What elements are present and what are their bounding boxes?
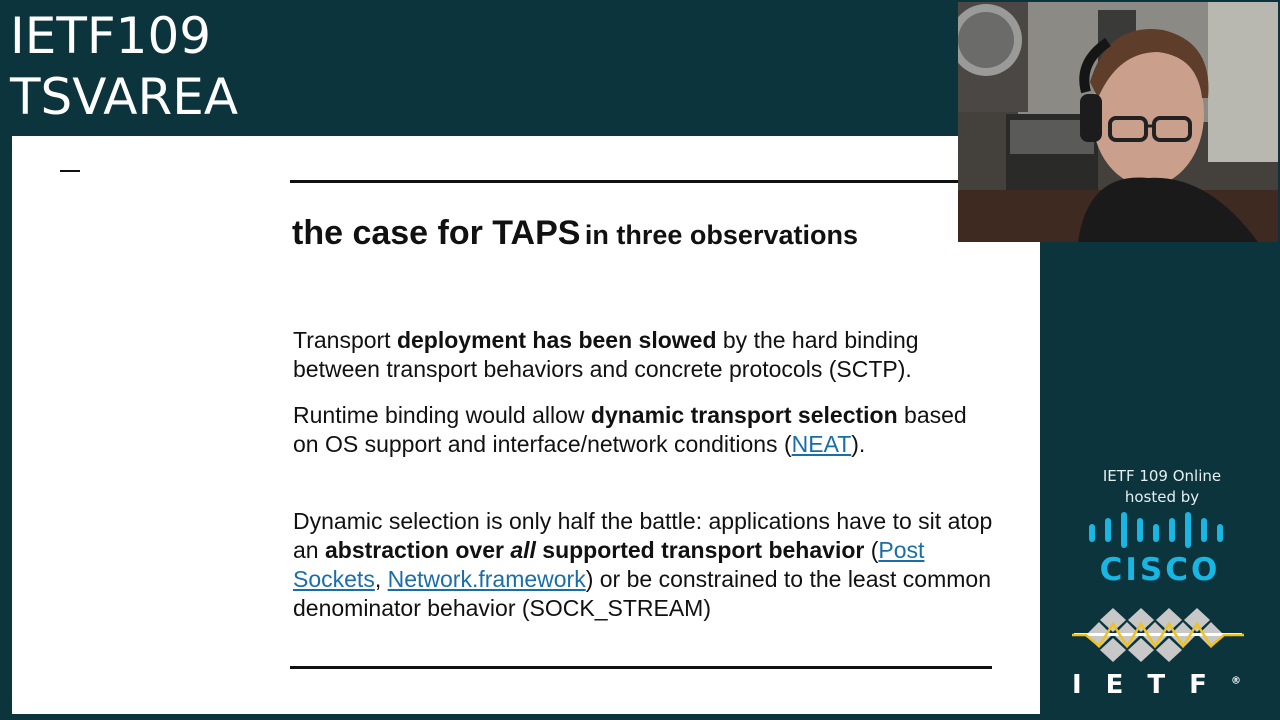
- session-title: [10, 6, 238, 128]
- observation-1: [293, 326, 993, 384]
- observation-2-bold: dynamic transport selection: [590, 402, 898, 428]
- ietf-logo-text: [1072, 670, 1252, 700]
- observation-3-italic: all: [510, 537, 536, 563]
- observation-3-text-d: ) or be constrained to the least common denominator behavior (SOCK_STREAM): [293, 566, 991, 621]
- observation-3-bold-a: abstraction over: [324, 537, 511, 563]
- observation-3-bold-b: supported transport behavior: [535, 537, 865, 563]
- hosted-by-line1: IETF 109 Online: [1102, 467, 1222, 485]
- slide-heading: [292, 214, 858, 253]
- neat-link[interactable]: NEAT: [791, 431, 852, 457]
- session-title-line2: TSVAREA: [10, 68, 239, 126]
- observation-1-text-a: Transport: [293, 327, 397, 353]
- observation-2: [293, 401, 993, 459]
- ietf-logo-graphic-icon: [1072, 608, 1244, 662]
- post-sockets-link[interactable]: Post Sockets: [293, 537, 925, 592]
- observation-2-text-b: based on OS support and interface/network conditions (: [293, 402, 967, 457]
- slide-heading-sub: in three observations: [584, 220, 858, 250]
- ietf-logo-letters: IETF: [1072, 670, 1231, 700]
- webcam-scene-graphic: [958, 2, 1278, 242]
- presentation-slide: [12, 136, 1040, 714]
- slide-dash-mark: [60, 170, 80, 172]
- observation-3-text-c: ,: [374, 566, 388, 592]
- hosted-by-text: [1060, 466, 1264, 508]
- observation-1-bold: deployment has been slowed: [396, 327, 717, 353]
- registered-mark: ®: [1230, 675, 1241, 687]
- slide-top-rule: [290, 180, 990, 183]
- observation-3: [293, 507, 993, 623]
- observation-2-text-a: Runtime binding would allow: [293, 402, 591, 428]
- hosted-by-line2: hosted by: [1124, 488, 1200, 506]
- slide-heading-main: the case for TAPS: [292, 214, 581, 252]
- observation-2-text-c: ).: [851, 431, 866, 457]
- session-title-line1: IETF109: [10, 7, 212, 65]
- webcam-video-feed: [958, 2, 1278, 242]
- network-framework-link[interactable]: Network.framework: [387, 566, 586, 592]
- slide-bottom-rule: [290, 666, 992, 669]
- observation-1-text-b: by the hard binding between transport behaviors and concrete protocols (SCTP).: [293, 327, 919, 382]
- cisco-logo-text: CISCO: [1099, 552, 1221, 588]
- observation-3-text-b: (: [864, 537, 879, 563]
- cisco-logo-bars-icon: [1088, 512, 1232, 550]
- observation-3-text-a: Dynamic selection is only half the battle: applications have to sit atop an: [293, 508, 993, 563]
